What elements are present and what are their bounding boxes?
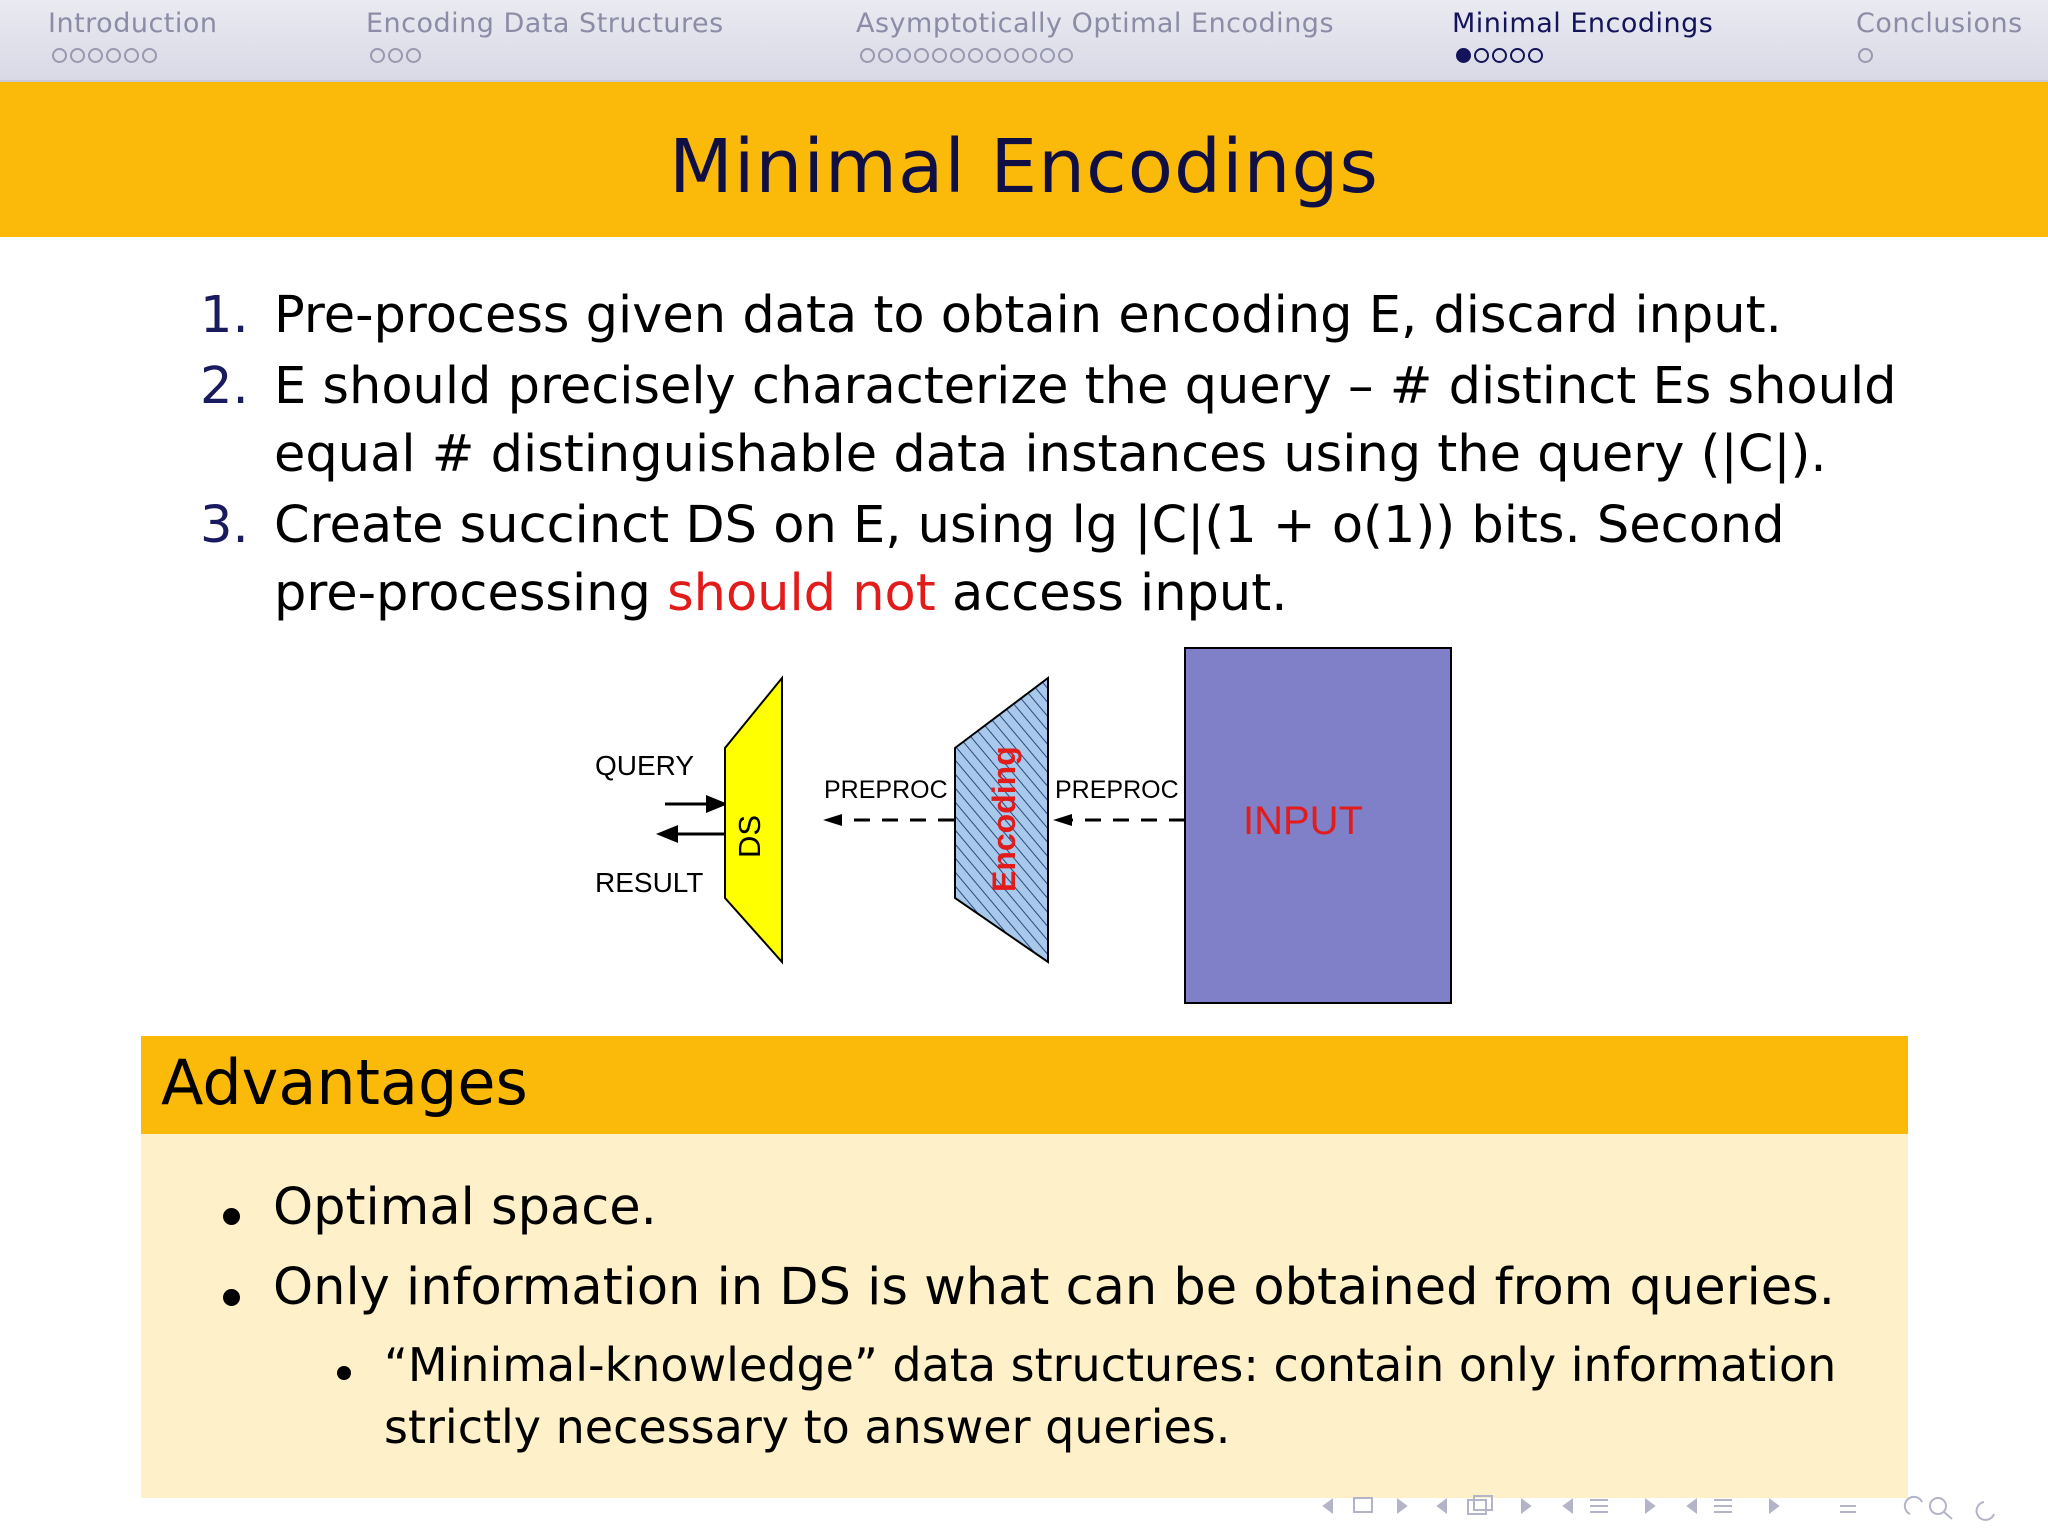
- back-icon[interactable]: [1905, 1497, 1922, 1514]
- list-text-continued: equal # distinguishable data instances using the query (|C|).: [274, 425, 1827, 484]
- advantages-block-body: [141, 1134, 1908, 1498]
- subsection-dot[interactable]: [950, 48, 965, 63]
- list-number: 3.: [200, 496, 249, 555]
- emphasis-red: should not: [667, 564, 936, 623]
- subsection-dots: [1456, 48, 1713, 63]
- advantage-subitem-line-2: strictly necessary to answer queries.: [384, 1400, 1231, 1454]
- nav-section-label: Asymptotically Optimal Encodings: [856, 8, 1335, 39]
- subsection-dot[interactable]: [896, 48, 911, 63]
- nav-section-label: Minimal Encodings: [1452, 8, 1714, 39]
- subsection-dot[interactable]: [70, 48, 85, 63]
- section-next-icon[interactable]: [1646, 1500, 1654, 1512]
- subsection-dot[interactable]: [1022, 48, 1037, 63]
- list-text-continued: [274, 560, 1287, 628]
- preproc-arrowhead-2: [1053, 814, 1072, 826]
- nav-section-conclusions[interactable]: [1856, 8, 2023, 63]
- list-number: 2.: [200, 357, 249, 416]
- document-icon[interactable]: [1714, 1500, 1732, 1512]
- subsection-dot[interactable]: [1492, 48, 1507, 63]
- ds-label: DS: [732, 814, 767, 858]
- preproc-label-2: PREPROC: [1055, 776, 1179, 804]
- frame-prev-icon[interactable]: [1324, 1500, 1332, 1512]
- subsection-dot[interactable]: [406, 48, 421, 63]
- subsection-dots: [860, 48, 1334, 63]
- encoding-pipeline-diagram: [560, 640, 1460, 1010]
- subsection-dot[interactable]: [932, 48, 947, 63]
- preproc-arrowhead-1: [823, 814, 842, 826]
- beamer-navigation-symbols: [1310, 1488, 2030, 1528]
- subsection-dot[interactable]: [142, 48, 157, 63]
- list-text-part: access input.: [935, 564, 1288, 623]
- appendix-icon[interactable]: [1840, 1506, 1856, 1512]
- advantage-subitem-line-1: “Minimal-knowledge” data structures: contain only information: [384, 1338, 1837, 1392]
- bullet-dot: [223, 1289, 240, 1306]
- search-icon[interactable]: [1930, 1498, 1946, 1514]
- list-number: 1.: [200, 286, 249, 345]
- list-text-part: pre-processing: [274, 564, 668, 623]
- subsection-dots: [52, 48, 218, 63]
- result-arrowhead: [656, 825, 678, 843]
- frame-icon[interactable]: [1354, 1498, 1372, 1512]
- subsection-dot[interactable]: [88, 48, 103, 63]
- bullet-dot: [223, 1208, 240, 1225]
- subsection-dots: [370, 48, 724, 63]
- subsection-icon[interactable]: [1468, 1500, 1486, 1514]
- subsection-dot[interactable]: [860, 48, 875, 63]
- subsection-dot[interactable]: [1040, 48, 1055, 63]
- list-text: Create succinct DS on E, using lg |C|(1 + o(1)) bits. Second: [274, 496, 1785, 555]
- nav-section-introduction[interactable]: [48, 8, 218, 63]
- list-text: Pre-process given data to obtain encoding E, discard input.: [274, 286, 1782, 345]
- nav-symbols-svg: [1310, 1488, 2030, 1528]
- result-label: RESULT: [595, 867, 704, 898]
- subsection-dot[interactable]: [52, 48, 67, 63]
- subsection-dot[interactable]: [1510, 48, 1525, 63]
- nav-section-encoding-data-structures[interactable]: [366, 8, 724, 63]
- subsection-prev-icon[interactable]: [1438, 1500, 1446, 1512]
- advantage-item-1: Optimal space.: [273, 1178, 657, 1237]
- subsection-dot[interactable]: [986, 48, 1001, 63]
- nav-section-asymptotically-optimal-encodings[interactable]: [856, 8, 1334, 63]
- advantages-title: Advantages: [161, 1046, 528, 1119]
- subsection-dot[interactable]: [1474, 48, 1489, 63]
- title-bar: [0, 82, 2048, 237]
- subsection-dots: [1858, 48, 2023, 63]
- query-label: QUERY: [595, 750, 695, 781]
- advantage-item-2: Only information in DS is what can be obtained from queries.: [273, 1258, 1835, 1317]
- frame-next-icon[interactable]: [1398, 1500, 1406, 1512]
- nav-section-label: Conclusions: [1856, 8, 2023, 39]
- forward-icon[interactable]: [1977, 1502, 1994, 1520]
- section-icon[interactable]: [1590, 1500, 1608, 1512]
- section-navigation: [0, 0, 2048, 82]
- subsection-dot[interactable]: [914, 48, 929, 63]
- advantages-block-header: [141, 1036, 1908, 1134]
- subsection-dot[interactable]: [124, 48, 139, 63]
- subsection-next-icon[interactable]: [1522, 1500, 1530, 1512]
- nav-section-label: Encoding Data Structures: [366, 8, 724, 39]
- subsection-dot[interactable]: [388, 48, 403, 63]
- input-label: INPUT: [1243, 799, 1363, 843]
- list-text: E should precisely characterize the query – # distinct Es should: [274, 357, 1897, 416]
- subsection-dot[interactable]: [370, 48, 385, 63]
- document-next-icon[interactable]: [1770, 1500, 1778, 1512]
- subsection-dot[interactable]: [878, 48, 893, 63]
- encoding-label: Encoding: [986, 746, 1022, 892]
- nav-section-label: Introduction: [48, 8, 218, 39]
- subsection-dot[interactable]: [1456, 48, 1471, 63]
- section-prev-icon[interactable]: [1564, 1500, 1572, 1512]
- document-prev-icon[interactable]: [1688, 1500, 1696, 1512]
- slide-title: Minimal Encodings: [669, 124, 1379, 210]
- subsection-dot[interactable]: [1528, 48, 1543, 63]
- subsection-dot[interactable]: [1858, 48, 1873, 63]
- nav-section-minimal-encodings[interactable]: [1452, 8, 1713, 63]
- subsection-dot[interactable]: [968, 48, 983, 63]
- subsection-dot[interactable]: [106, 48, 121, 63]
- subsection-dot[interactable]: [1004, 48, 1019, 63]
- sub-bullet-dot: [337, 1366, 351, 1380]
- preproc-label-1: PREPROC: [824, 776, 948, 804]
- subsection-dot[interactable]: [1058, 48, 1073, 63]
